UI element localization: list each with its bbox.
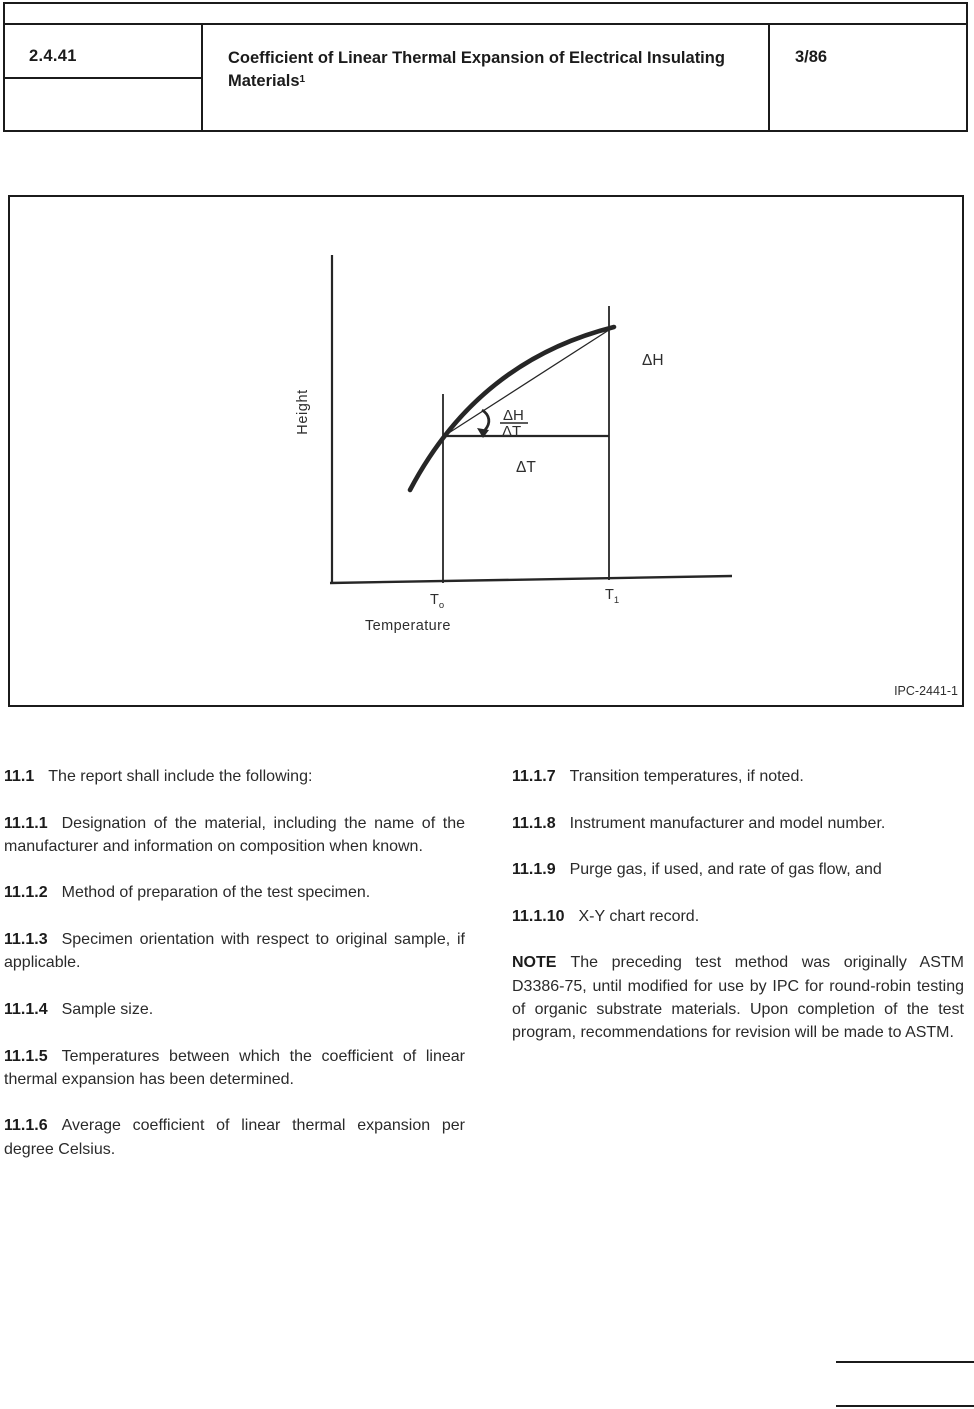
clause-number: 11.1.8 <box>512 814 556 832</box>
clause-text: The report shall include the following: <box>48 768 313 785</box>
clause-item <box>512 905 964 928</box>
thermal-expansion-diagram <box>10 197 962 705</box>
t1-tick-label <box>605 587 619 606</box>
t1-main: T <box>605 587 614 603</box>
footer-rule-bottom <box>836 1405 974 1407</box>
clause-item <box>512 765 964 788</box>
clause-text: X-Y chart record. <box>578 907 700 925</box>
header-table <box>3 2 968 132</box>
clause-item <box>4 1045 465 1092</box>
doc-title-line1: Coefficient of Linear Thermal Expansion of Electrical Insulating <box>228 49 725 67</box>
clause-text: Average coefficient of linear thermal expansion per degree Celsius. <box>4 1117 465 1158</box>
delta-h-label: ΔH <box>642 352 664 369</box>
clause-item <box>4 928 465 975</box>
clause-item <box>4 881 465 904</box>
date-code: 3/86 <box>768 25 966 130</box>
clause-text: Instrument manufacturer and model number. <box>569 814 886 832</box>
slope-fraction-numerator: ΔH <box>503 407 524 424</box>
clause-text: Designation of the material, including the name of the manufacturer and information on composition when known. <box>4 814 465 855</box>
clause-item <box>4 765 465 788</box>
clause-text: Sample size. <box>61 1000 154 1018</box>
t0-tick-label <box>430 592 444 611</box>
slope-angle-arc <box>482 410 489 430</box>
figure-id-label: IPC-2441-1 <box>894 684 958 698</box>
note-label: NOTE <box>512 954 557 972</box>
y-axis-label: Height <box>295 389 311 435</box>
doc-title <box>203 25 768 130</box>
clause-number: 11.1.9 <box>512 861 556 879</box>
clause-item <box>4 1114 465 1161</box>
header-top-strip <box>5 4 966 25</box>
clause-text: Temperatures between which the coefficient of linear thermal expansion has been determined. <box>4 1047 465 1088</box>
clause-number: 11.1 <box>4 768 35 785</box>
t1-subscript: 1 <box>613 595 620 606</box>
header-left-empty-cell <box>5 79 201 130</box>
body-left-column <box>4 765 465 1184</box>
header-left-cell <box>5 25 203 130</box>
footer-rule-top <box>836 1361 974 1363</box>
clause-number: 11.1.1 <box>4 814 48 832</box>
figure-box <box>8 195 964 707</box>
note-text: The preceding test method was originally ASTM D3386-75, until modified for use by IPC for round-robin testing of organic substrate materials. Upon completion of the test program, recommendations for revision will be made to ASTM. <box>512 954 964 1042</box>
note-paragraph <box>512 951 964 1044</box>
x-axis-label: Temperature <box>365 618 451 634</box>
clause-number: 11.1.7 <box>512 768 556 785</box>
clause-text: Purge gas, if used, and rate of gas flow, and <box>569 861 882 879</box>
clause-text: Transition temperatures, if noted. <box>569 768 804 785</box>
header-main-row <box>5 25 966 130</box>
body-right-column <box>512 765 964 1068</box>
clause-number: 11.1.2 <box>4 884 48 902</box>
x-axis-line <box>330 576 732 583</box>
secant-chord-line <box>444 328 612 436</box>
clause-number: 11.1.6 <box>4 1117 48 1135</box>
clause-number: 11.1.3 <box>4 931 48 949</box>
doc-title-line2-text: Materials <box>228 72 300 90</box>
clause-item <box>4 812 465 859</box>
clause-item <box>4 998 465 1021</box>
clause-text: Method of preparation of the test specimen. <box>61 884 371 902</box>
t0-subscript: o <box>438 600 445 611</box>
section-number: 2.4.41 <box>5 25 201 79</box>
clause-item <box>512 812 964 835</box>
t0-main: T <box>430 592 439 608</box>
title-footnote-ref: 1 <box>299 74 306 85</box>
doc-title-line2 <box>228 69 750 92</box>
clause-number: 11.1.5 <box>4 1047 48 1065</box>
clause-text: Specimen orientation with respect to original sample, if applicable. <box>4 931 465 972</box>
clause-item <box>512 858 964 881</box>
slope-fraction-denominator: ΔT <box>502 423 522 440</box>
delta-t-label: ΔT <box>516 459 536 476</box>
clause-number: 11.1.10 <box>512 907 565 925</box>
clause-number: 11.1.4 <box>4 1000 48 1018</box>
